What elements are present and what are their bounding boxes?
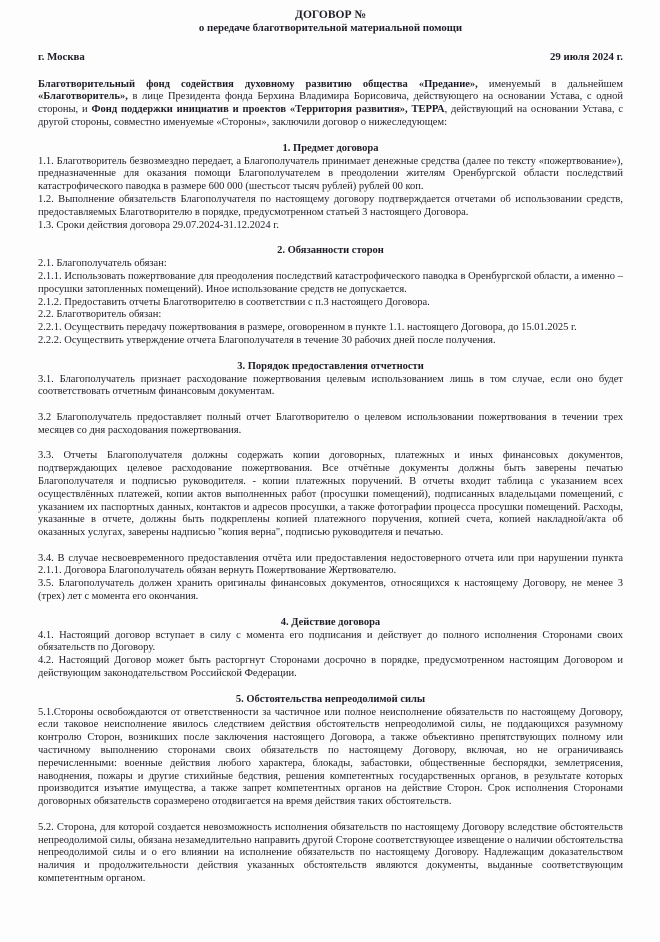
paragraph-spacer — [38, 809, 623, 822]
contract-paragraph: 5.1.Стороны освобождаются от ответственности за частичное или полное неисполнение обязательств по настоящему Договору, если таковое неисполнение явилось следствием действия обстоятельств непреодолимой силы, не поддающихся разумному контролю Сторон, возникших после заключения настоящего Договора, а также объективно препятствующих полному или частичному выполнению сторонами своих обязательств по настоящему Договору, включая, но не ограничиваясь перечисленными: военные действия любого характера, блокады, забастовки, общественные беспорядки, землетрясения, наводнения, пожары и другие стихийные бедствия, решения компетентных государственных органов, в результате которых производится изъятие имущества, а также запрет компетентных органов на действие Сторон. Срок исполнения Сторонами договорных обязательств соразмерено отодвигается на время действия таких обстоятельств. — [38, 706, 623, 808]
section-heading: 3. Порядок предоставления отчетности — [237, 360, 424, 372]
contract-paragraph: 1.1. Благотворитель безвозмездно передает, а Благополучатель принимает денежные средства (далее по тексту «пожертвование»), предназначенные для оказания помощи Благополучателем в преодолении жителям Оренбургской области последствий катастрофического паводка в размере 600 000 (шестьсот тысяч рублей) рублей 00 коп. — [38, 155, 623, 193]
sections-container — [38, 143, 623, 886]
preamble-segment: в лице Президента фонда Берхина Владимира Борисовича, действующего на основании Устава, с одной стороны, и — [38, 91, 623, 116]
section-heading: 5. Обстоятельства непреодолимой силы — [235, 693, 426, 705]
contract-paragraph: 3.2 Благополучатель предоставляет полный отчет Благотворителю о целевом использовании пожертвования в течении трех месяцев со дня расходования пожертвования. — [38, 411, 623, 436]
city-date-row — [38, 51, 623, 64]
contract-paragraph: 2.1.2. Предоставить отчеты Благотворителю в соответствии с п.3 настоящего Договора. — [38, 296, 430, 308]
contract-paragraph: 2.2.1. Осуществить передачу пожертвования в размере, оговоренном в пункте 1.1. настоящего Договора, до 15.01.2025 г. — [38, 322, 577, 334]
section-heading: 1. Предмет договора — [282, 142, 379, 154]
paragraph-spacer — [38, 399, 623, 412]
section-heading: 2. Обязанности сторон — [277, 245, 384, 257]
paragraph-spacer — [38, 438, 623, 451]
preamble-segment: , действующий на основании Устава, с другой стороны, совместно именуемые «Стороны», заключили договор о нижеследующем: — [38, 104, 623, 128]
date-label: 29 июля 2024 г. — [550, 50, 623, 63]
contract-paragraph: 4.1. Настоящий договор вступает в силу с момента его подписания и действует до полного исполнения Сторонами своих обязательств по Договору. — [38, 629, 623, 654]
preamble-segment: «Благотворитель», — [38, 91, 133, 103]
preamble-paragraph — [38, 79, 623, 130]
contract-paragraph: 1.3. Сроки действия договора 29.07.2024-31.12.2024 г. — [38, 219, 280, 231]
contract-paragraph: 1.2. Выполнение обязательств Благополучателя по настоящему договору подтверждается отчетами об использовании средств, предоставляемых Благотворителю в порядке, предусмотренном статьей 3 настоящего Договора. — [38, 193, 623, 218]
document-subtitle: о передаче благотворительной материальной помощи — [198, 22, 463, 34]
city-label: г. Москва — [38, 50, 85, 63]
preamble-segment: именуемый в дальнейшем — [488, 78, 623, 90]
document-title: ДОГОВОР № — [295, 9, 366, 21]
preamble-segment: Благотворительный фонд содействия духовному развитию общества «Предание», — [38, 78, 489, 90]
paragraph-spacer — [38, 540, 623, 553]
contract-paragraph: 2.2.2. Осуществить утверждение отчета Благополучателя в течение 30 рабочих дней после получения. — [38, 334, 496, 346]
contract-paragraph: 5.2. Сторона, для которой создается невозможность исполнения обязательств по настоящему Договору вследствие обстоятельств непреодолимой силы, обязана незамедлительно направить другой Стороне соответствующее извещение о наличии обстоятельства непреодолимой силы и о его влиянии на исполнение обязательств по настоящему Договору. Надлежащим доказательством наличия и продолжительности действия указанных обстоятельств являются документы, выданные соответствующим компетентным органом. — [38, 821, 624, 885]
contract-paragraph: 3.3. Отчеты Благополучателя должны содержать копии договорных, платежных и иных финансовых документов, подтверждающих целевое расходование пожертвования. Все отчётные документы должны быть заверены печатью Благополучателя и подписью руководителя. - копии платежных поручений. В отчеты входит таблица с указанием всех осуществлённых платежей, копии актов выполненных работ (просушки помещений), подписанных владельцами помещений, с указанием их паспортных данных, контактов и адресов просушки, а также фотографии процесса просушки помещений. Расходы, указанные в отчете, должны быть подкреплены копией платежного поручения, копией счета, копией накладной/акта об оказанных услугах, заверены надписью "копия верна", подписью руководителя и печатью. — [38, 450, 623, 539]
section-heading: 4. Действие договора — [280, 616, 381, 628]
contract-paragraph: 2.2. Благотворитель обязан: — [38, 309, 162, 321]
contract-paragraph: 2.1.1. Использовать пожертвование для преодоления последствий катастрофического паводка в Оренбургской области, а именно – просушки затопленных помещений). Иное использование средств не допускается. — [38, 270, 623, 295]
contract-paragraph: 3.4. В случае несвоевременного предоставления отчёта или предоставления недостоверного отчета или при нарушении пункта 2.1.1. Договора Благополучатель обязан вернуть Пожертвование Жертвователю. — [38, 552, 623, 577]
contract-paragraph: 4.2. Настоящий Договор может быть расторгнут Сторонами досрочно в порядке, предусмотренном настоящим Договором и действующим законодательством Российской Федерации. — [38, 655, 623, 680]
contract-paragraph: 2.1. Благополучатель обязан: — [38, 258, 167, 270]
preamble-segment: Фонд поддержки инициатив и проектов «Территория развития», ТЕРРА — [91, 104, 445, 116]
contract-paragraph: 3.1. Благополучатель признает расходование пожертвования целевым использованием лишь в том случае, если оно будет соответствовать отчетным финансовым документам. — [38, 373, 623, 398]
contract-paragraph: 3.5. Благополучатель должен хранить оригиналы финансовых документов, относящихся к настоящему Договору, не менее 3 (трех) лет с момента его окончания. — [38, 578, 623, 603]
